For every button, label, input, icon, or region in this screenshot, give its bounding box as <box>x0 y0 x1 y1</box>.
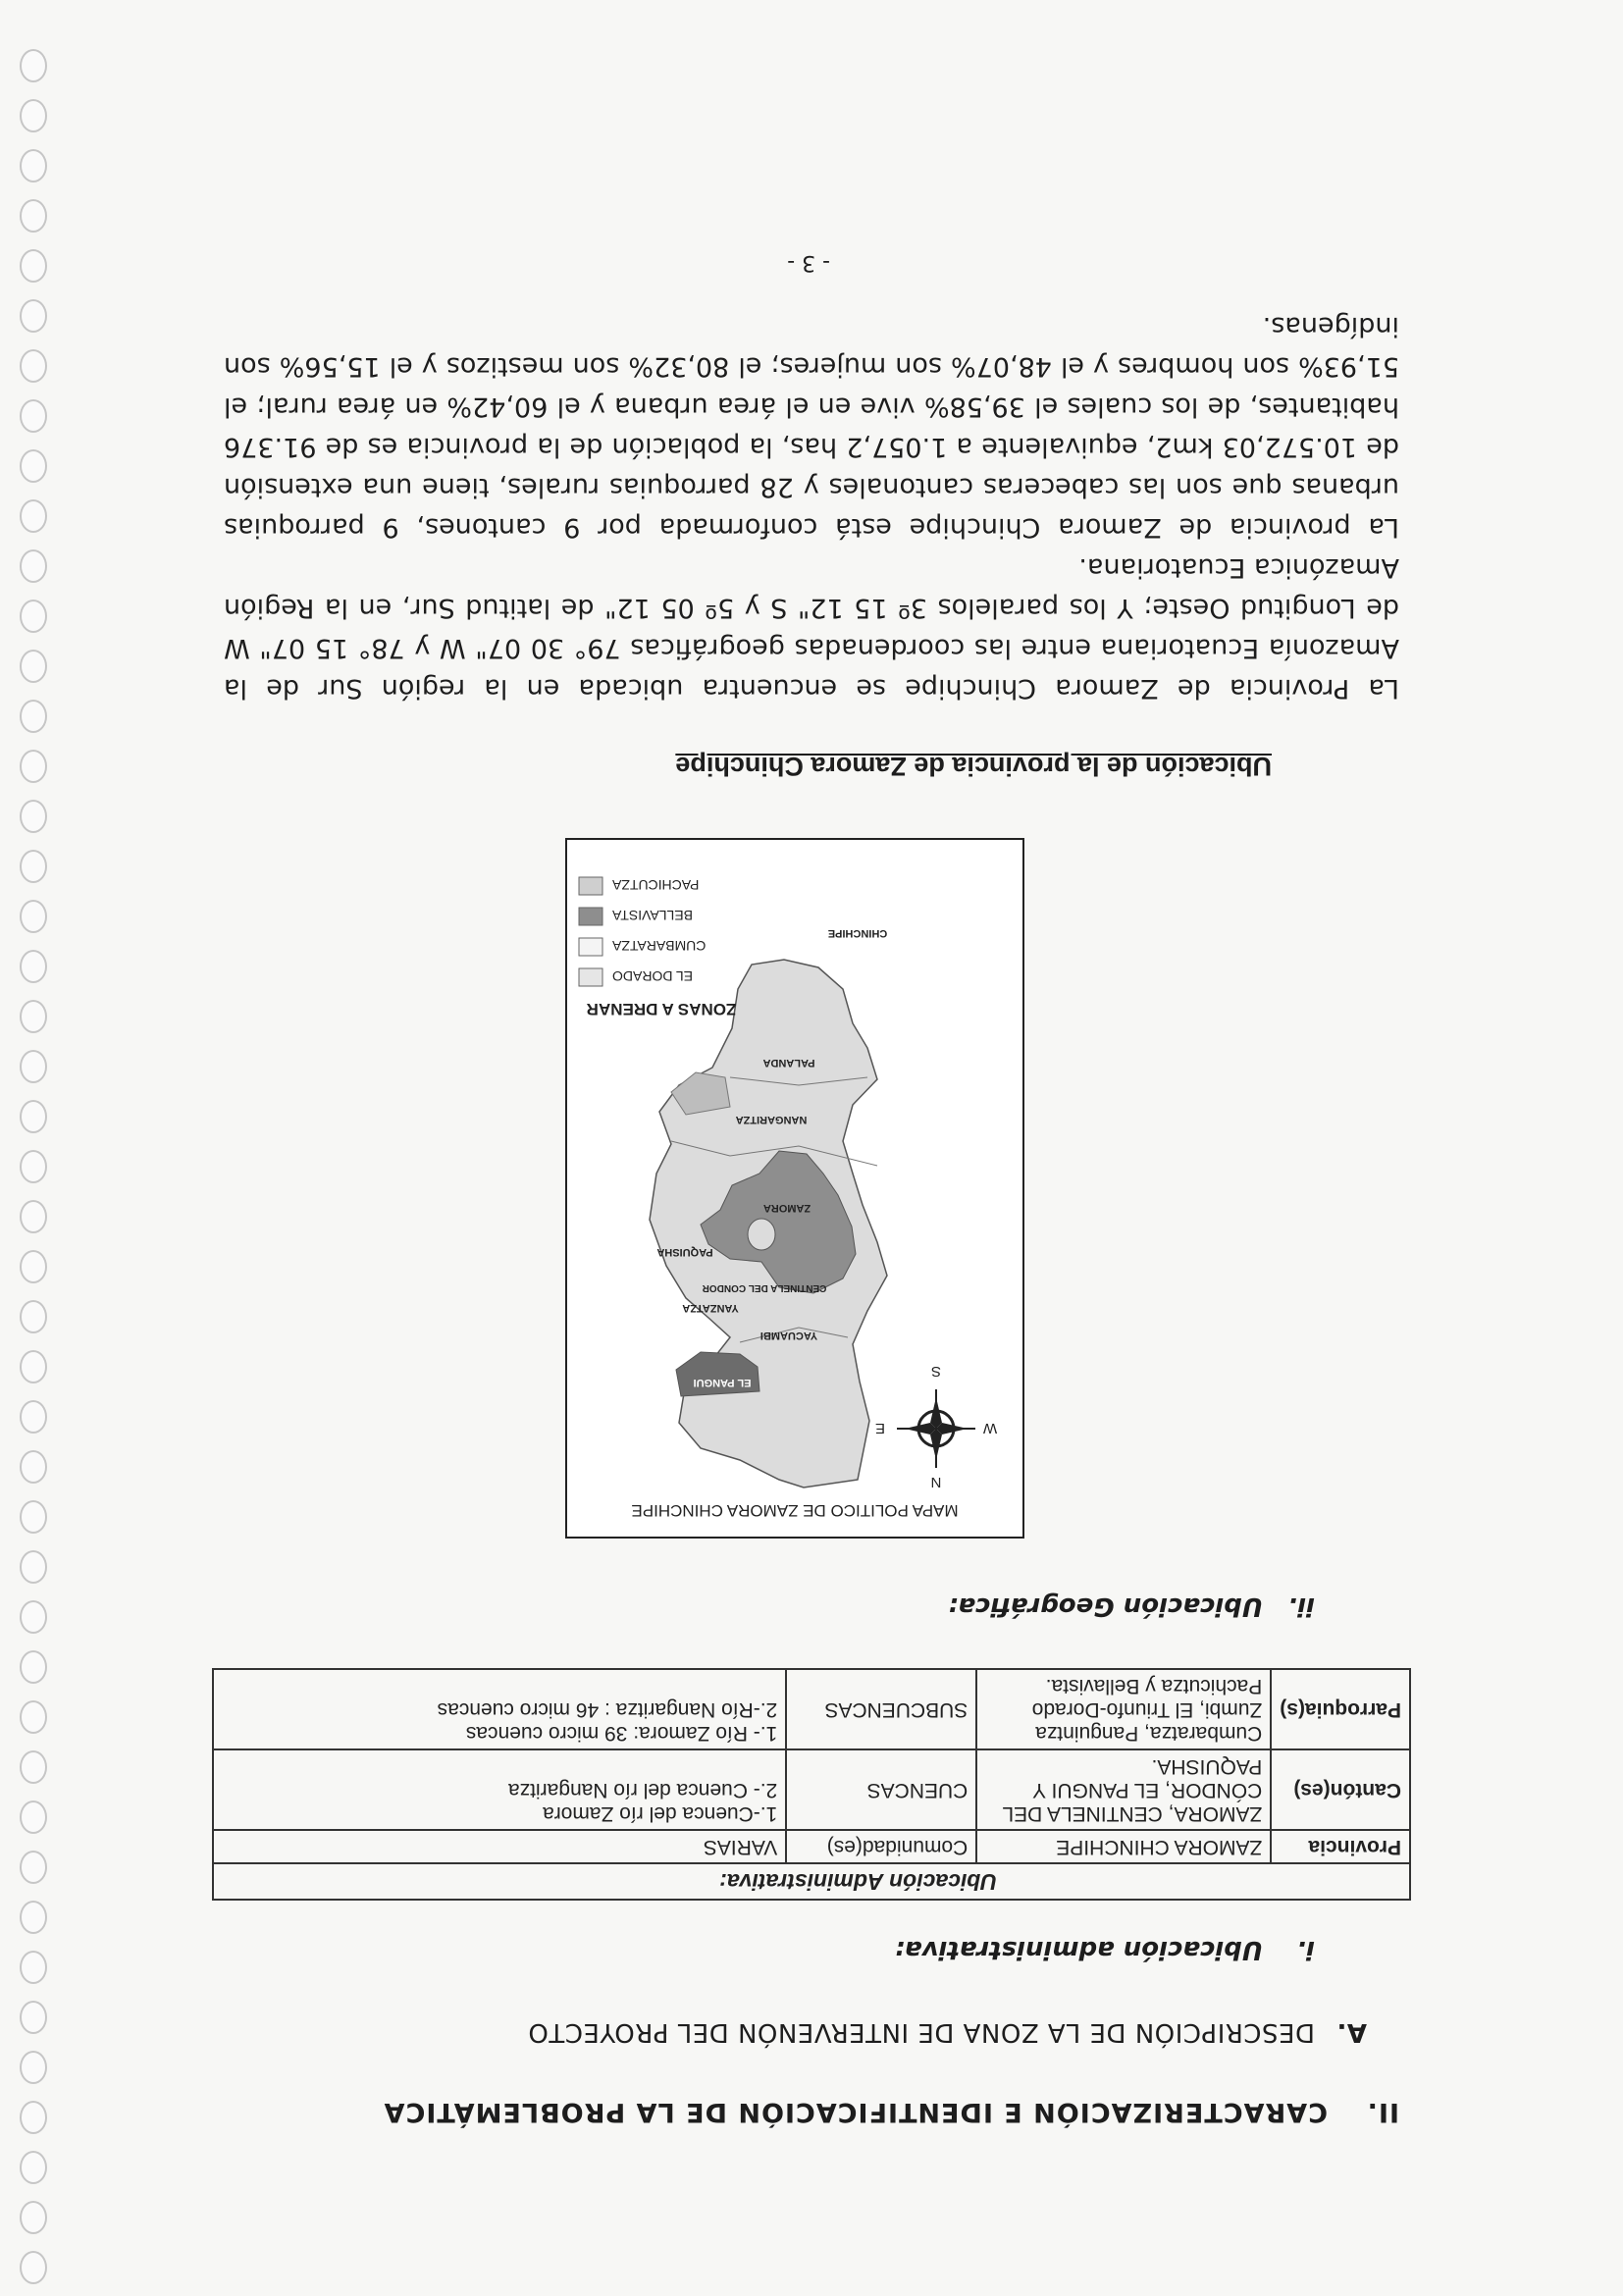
admin-table <box>212 1668 1411 1901</box>
legend-item: EL DORADO <box>612 968 693 984</box>
section-number: II. <box>1366 2097 1399 2127</box>
legend-swatch <box>579 908 602 925</box>
admin-title: Ubicación administrativa: <box>894 1935 1263 1964</box>
subsection-letter: A. <box>1336 2017 1367 2047</box>
location-text <box>224 306 1399 708</box>
map-label-el-pangui: EL PANGUI <box>693 1377 752 1388</box>
map-title: MAPA POLITICO DE ZAMORA CHINCHIPE <box>631 1501 959 1520</box>
page-number: - 3 - <box>787 250 830 275</box>
geo-title: Ubicación Geográfica: <box>948 1592 1263 1621</box>
map-label-palanda: PALANDA <box>762 1057 815 1069</box>
row-label: Cantón(es) <box>1271 1749 1410 1830</box>
compass-e: E <box>874 1420 886 1436</box>
location-paragraph-2: La provincia de Zamora Chinchipe está conformada por 9 cantones, 9 parroquias urbanas que son las cabeceras cantonales y 28 parroquias rurales, tiene una extensión de 10.572,03 km2, equivalente a 1.057,2 has, la población de la provincia es de 91.376 habitantes, de los cuales el 39,58% vive en el área urbana y el 60,42% en área rural; el 51,93% son hombres y el 48,07% son mujeres; el 80,32% son mestizos y el 15,56% son indígenas. <box>224 311 1399 543</box>
row-value: ZAMORA, CENTINELA DEL CÓNDOR, EL PANGUI Y PAQUISHA. <box>976 1749 1271 1830</box>
row-label: Parroquia(s) <box>1271 1669 1410 1749</box>
row-detail: VARIAS <box>213 1830 786 1863</box>
map-label-chinchipe: CHINCHIPE <box>827 927 888 939</box>
compass-s: S <box>930 1363 942 1380</box>
map-label-yanzatza: YANZATZA <box>682 1302 739 1314</box>
compass-n: N <box>930 1474 942 1490</box>
map-label-centinela: CENTINELA DEL CONDOR <box>702 1282 827 1293</box>
subsection-title: DESCRIPCIÓN DE LA ZONA DE INTERVENÓN DEL PROYECTO <box>527 2017 1315 2047</box>
section-title: CARACTERIZACIÓN E IDENTIFICACIÓN DE LA PROBLEMÁTICA <box>383 2097 1328 2127</box>
row-detail: 1.- Río Zamora: 39 micro cuencas 2.-Río Nangaritza : 46 micro cuencas <box>213 1669 786 1749</box>
table-row <box>213 1669 1410 1749</box>
table-title-row <box>213 1863 1410 1900</box>
row-label: Provincia <box>1271 1830 1410 1863</box>
map-label-nangaritza: NANGARITZA <box>735 1114 808 1125</box>
row-category: Comunidad(es) <box>786 1830 976 1863</box>
map-label-paquisha: PAQUISHA <box>656 1246 713 1258</box>
row-category: CUENCAS <box>786 1749 976 1830</box>
legend-item: PACHICUTZA <box>612 877 700 893</box>
compass-w: W <box>982 1420 998 1436</box>
location-paragraph-1: La Provincia de Zamora Chinchipe se encuentra ubicada en la región Sur de la Amazonía Ecuatoriana entre las coordenadas geográficas 79° 30 07" W y 78° 15 07" W de Longitud Oeste; Y los paralelos 3º 15 12" S y 5º 05 12" de latitud Sur, en la Región Amazónica Ecuatoriana. <box>224 552 1399 704</box>
table-title: Ubicación Administrativa: <box>213 1863 1410 1900</box>
zamora-hole <box>748 1219 775 1250</box>
row-value: Cumbaratza, Panguintza Zumbi, El Triunfo-Dorado Pachicutza y Bellavista. <box>976 1669 1271 1749</box>
row-detail: 1.-Cuenca del río Zamora 2.- Cuenca del río Nangaritza <box>213 1749 786 1830</box>
legend-swatch <box>579 968 602 986</box>
row-category: SUBCUENCAS <box>786 1669 976 1749</box>
map-label-zamora: ZAMORA <box>762 1202 812 1214</box>
legend-item: BELLAVISTA <box>612 908 693 923</box>
legend-swatch <box>579 877 602 895</box>
map-label-yacuambi: YACUAMBI <box>759 1330 818 1341</box>
table-row <box>213 1830 1410 1863</box>
legend-item: CUMBARATZA <box>612 938 707 954</box>
legend-title: ZONAS A DRENAR <box>586 1000 737 1018</box>
legend-swatch <box>579 938 602 956</box>
row-value: ZAMORA CHINCHIPE <box>976 1830 1271 1863</box>
location-heading: Ubicación de la provincia de Zamora Chinchipe <box>675 752 1272 781</box>
map-figure <box>565 838 1024 1539</box>
table-row <box>213 1749 1410 1830</box>
geo-number: ii. <box>1287 1592 1315 1621</box>
admin-number: i. <box>1296 1935 1315 1964</box>
